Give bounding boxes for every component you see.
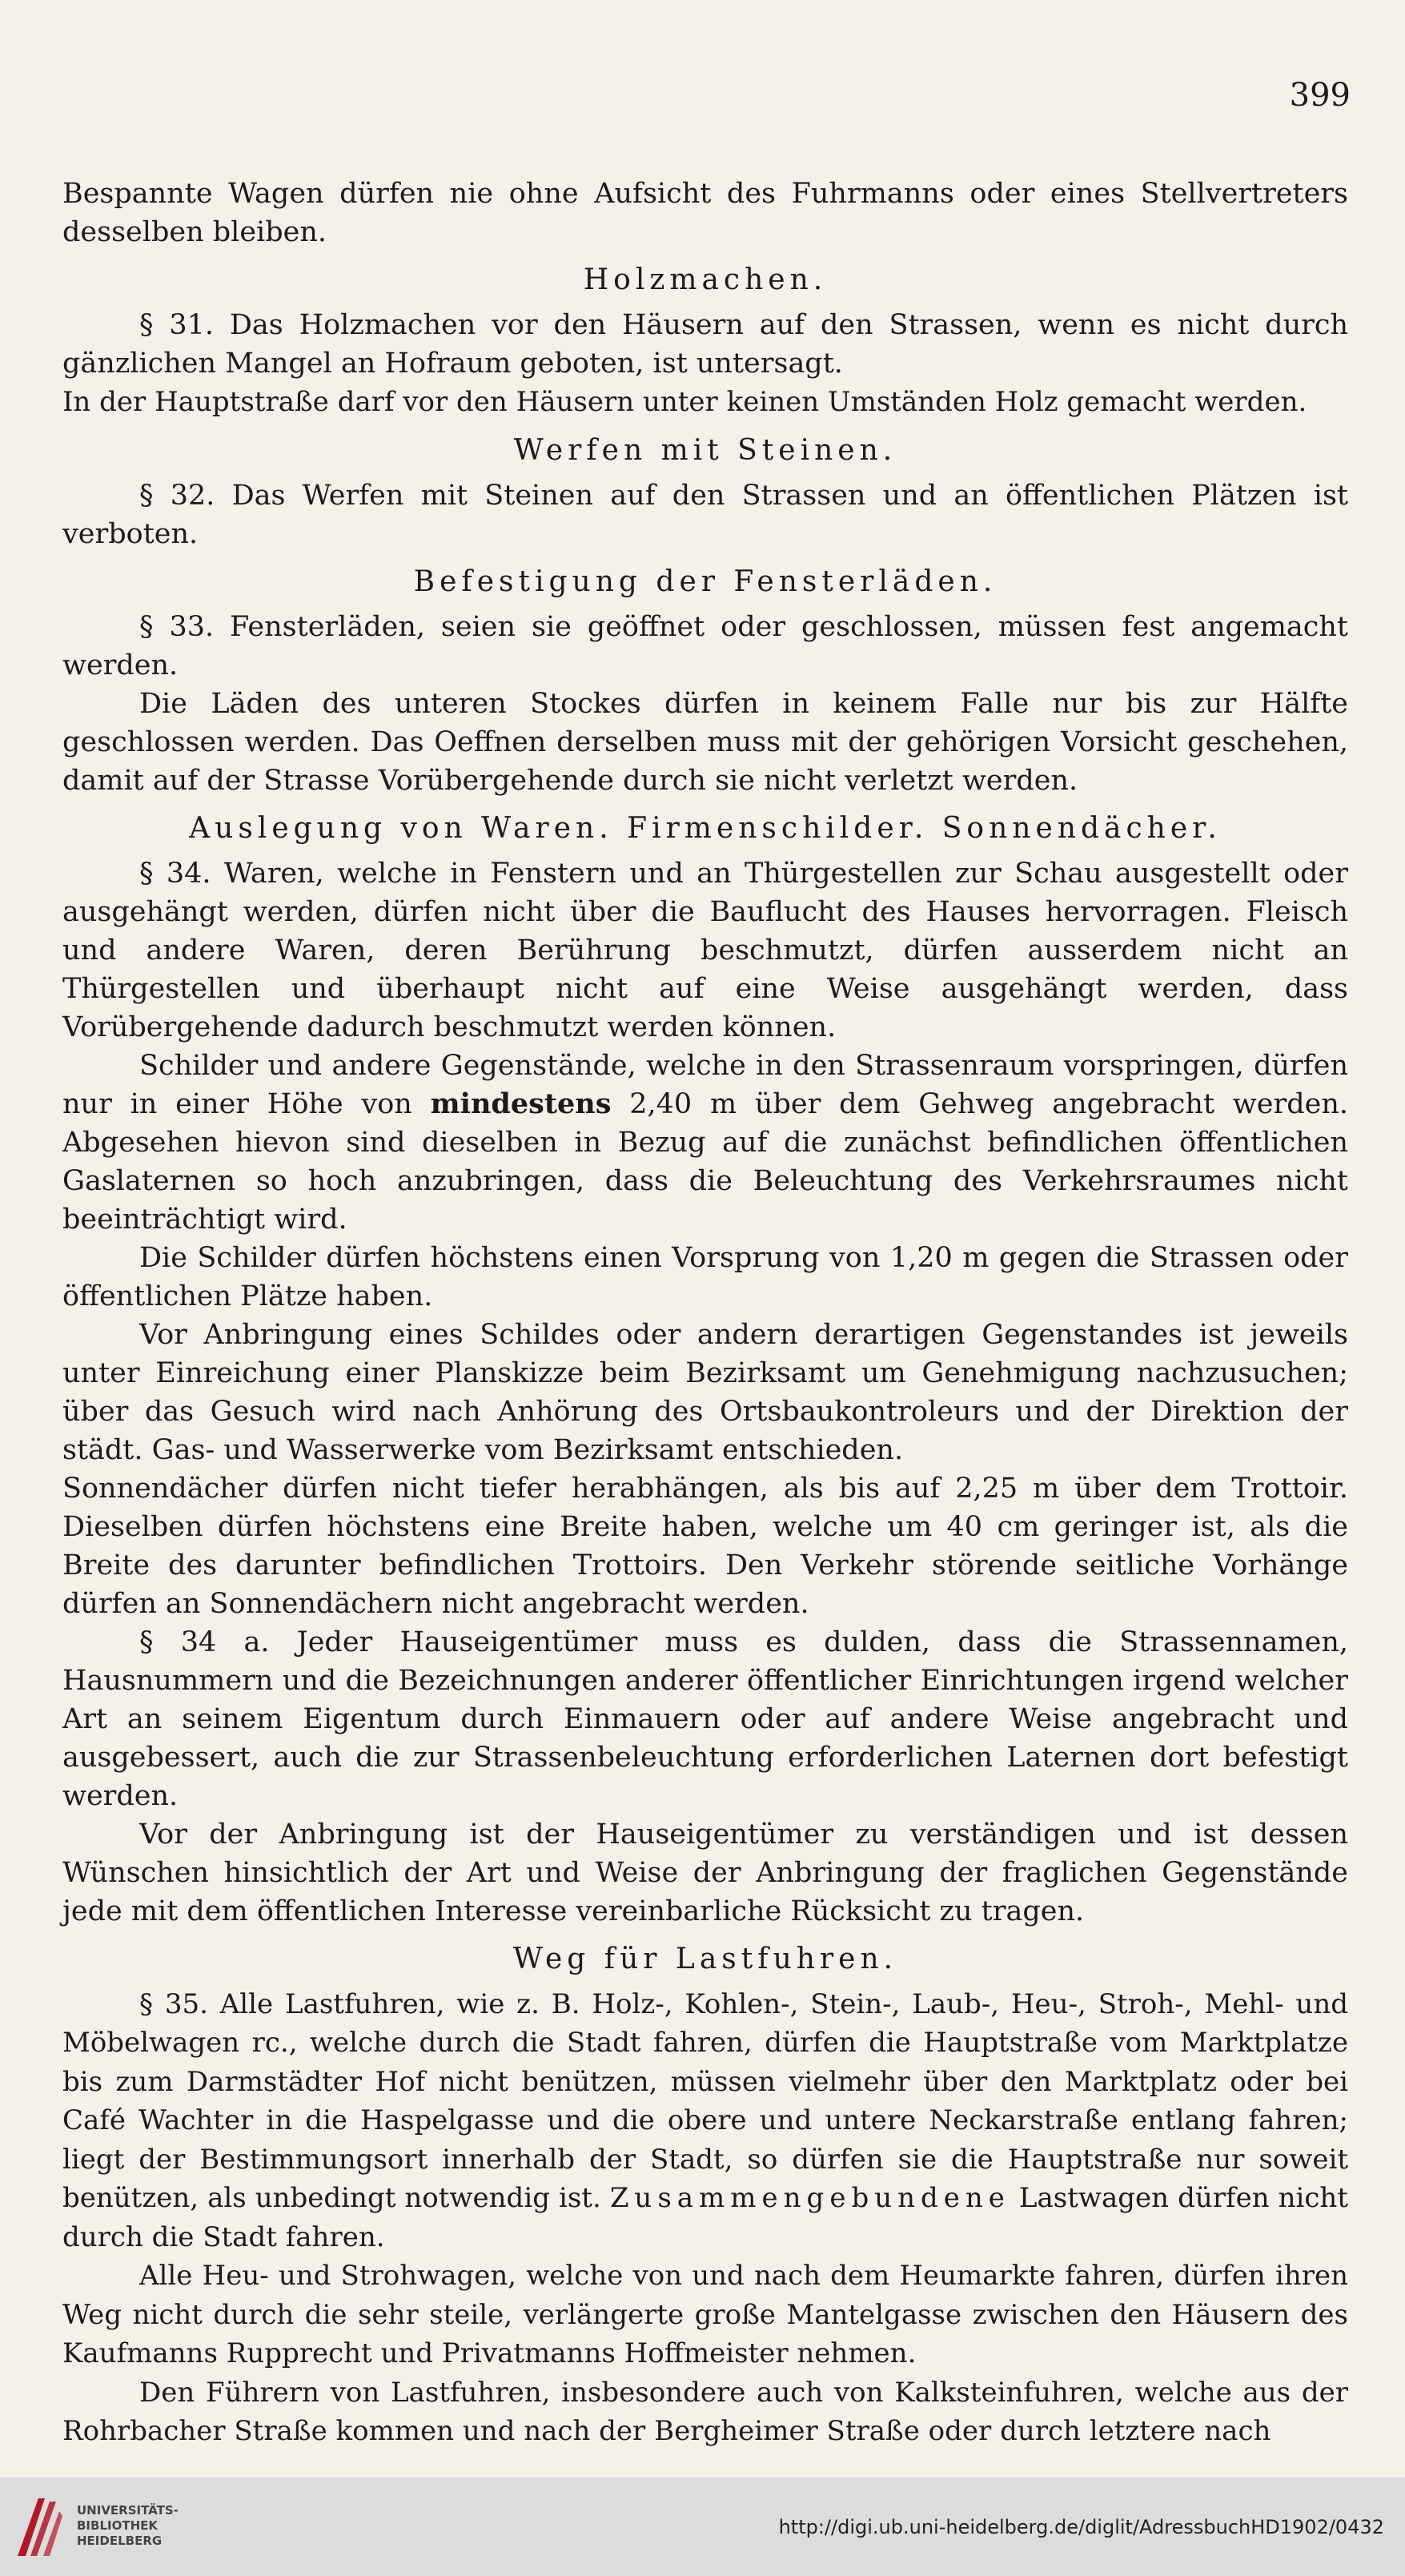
heading-auslegung: Auslegung von Waren. Firmenschilder. Sonnendächer. xyxy=(189,811,1222,845)
university-library-logo-icon xyxy=(14,2492,64,2561)
section-34-vorsprung: Die Schilder dürfen höchstens einen Vorsprung von 1,20 m gegen die Strassen oder öffentlichen Plätze haben. xyxy=(62,1241,1348,1312)
heading-lastfuhren: Weg für Lastfuhren. xyxy=(512,1942,898,1975)
heading-werfen: Werfen mit Steinen. xyxy=(513,433,897,467)
section-34: § 34. Waren, welche in Fenstern und an Thürgestellen zur Schau ausgestellt oder ausgehängt werden, dürfen nicht über die Bauflucht des Hauses hervorragen. Fleisch und andere Waren, deren Berührung beschmutzt, dürfen ausserdem nicht an Thürgestellen und überhaupt nicht auf eine Weise ausgehängt werden, dass Vorübergehende dadurch beschmutzt werden können. xyxy=(62,857,1348,1043)
section-34-schilder-post: 2,40 m über dem Gehweg angebracht werden. Abgesehen hievon sind dieselben in Bezug auf die zunächst befindlichen öffentlichen Gaslaternen so hoch anzubringen, dass die Beleuchtung des Verkehrsraumes nicht beeinträchtigt wird. xyxy=(62,1087,1348,1236)
heading-holzmachen: Holzmachen. xyxy=(583,263,828,296)
section-34a: § 34 a. Jeder Hauseigentümer muss es dulden, dass die Strassennamen, Hausnummern und die Bezeichnungen anderer öffentlicher Einrichtungen irgend welcher Art an seinem Eigentum durch Einmauern oder auf andere Weise angebracht und ausgebessert, auch die zur Strassenbeleuchtung erforderlichen Laternen dort befestigt werden. xyxy=(62,1626,1348,1812)
section-32: § 32. Das Werfen mit Steinen auf den Strassen und an öffentlichen Plätzen ist verboten. xyxy=(62,479,1348,550)
section-35-pre: § 35. Alle Lastfuhren, wie z. B. Holz-, Kohlen-, Stein-, Laub-, Heu-, Stroh-, Mehl- und Möbelwagen rc., welche durch die Stadt fahren, dürfen die Hauptstraße vom Marktplatze bis zum Darmstädter Hof nicht benützen, müssen vielmehr über den Marktplatz oder bei Café Wachter in die Haspelgasse und die obere und untere Neckarstraße entlang fahren; liegt der Bestimmungsort innerhalb der Stadt, so dürfen sie die Hauptstraße nur soweit benützen, als unbedingt notwendig ist. xyxy=(62,1987,1348,2214)
library-name-line-1: UNIVERSITÄTS- xyxy=(77,2503,179,2518)
section-35-heuwagen: Alle Heu- und Strohwagen, welche von und nach dem Heumarkte fahren, dürfen ihren Weg nicht durch die sehr steile, verlängerte große Mantelgasse zwischen den Häusern des Kaufmanns Rupprecht und Privatmanns Hoffmeister nehmen. xyxy=(62,2260,1348,2369)
section-34-genehmigung: Vor Anbringung eines Schildes oder andern derartigen Gegenstandes ist jeweils unter Einreichung einer Planskizze beim Bezirksamt um Genehmigung nachzusuchen; über das Gesuch wird nach Anhörung des Ortsbaukontroleurs und der Direktion der städt. Gas- und Wasserwerke vom Bezirksamt entschieden. xyxy=(62,1318,1348,1466)
emphasis-mindestens: mindestens xyxy=(430,1087,612,1120)
page-number: 399 xyxy=(1289,77,1351,114)
section-31: § 31. Das Holzmachen vor den Häusern auf den Strassen, wenn es nicht durch gänzlichen Mangel an Hofraum geboten, ist untersagt. xyxy=(62,309,1348,380)
section-33-detail: Die Läden des unteren Stockes dürfen in keinem Falle nur bis zur Hälfte geschlossen werden. Das Oeffnen derselben muss mit der gehörigen Vorsicht geschehen, damit auf der Strasse Vorübergehende durch sie nicht verletzt werden. xyxy=(62,687,1348,797)
section-34-sonnendaecher: Sonnendächer dürfen nicht tiefer herabhängen, als bis auf 2,25 m über dem Trottoir. Dieselben dürfen höchstens eine Breite haben, welche um 40 cm geringer ist, als die Breite des darunter befindlichen Trottoirs. Den Verkehr störende seitliche Vorhänge dürfen an Sonnendächern nicht angebracht werden. xyxy=(62,1472,1348,1620)
digitization-footer xyxy=(0,2478,1405,2576)
section-35 xyxy=(62,1985,1348,2257)
paragraph-intro: Bespannte Wagen dürfen nie ohne Aufsicht des Fuhrmanns oder eines Stellvertreters desselben bleiben. xyxy=(62,178,1348,248)
library-name xyxy=(77,2503,179,2549)
emphasis-zusammengebundene: Zusammengebundene xyxy=(609,2182,1010,2214)
permalink-url[interactable]: http://digi.ub.uni-heidelberg.de/diglit/AdressbuchHD1902/0432 xyxy=(778,2516,1384,2538)
section-34a-detail: Vor der Anbringung ist der Hauseigentümer zu verständigen und ist dessen Wünschen hinsichtlich der Art und Weise der Anbringung der fraglichen Gegenstände jede mit dem öffentlichen Interesse vereinbarliche Rücksicht zu tragen. xyxy=(62,1818,1348,1927)
section-33: § 33. Fensterläden, seien sie geöffnet oder geschlossen, müssen fest angemacht werden. xyxy=(62,610,1348,681)
heading-befestigung: Befestigung der Fensterläden. xyxy=(413,565,998,598)
document-body xyxy=(62,175,1348,2451)
library-name-line-2: BIBLIOTHEK xyxy=(77,2518,158,2533)
section-34-schilder xyxy=(62,1047,1348,1239)
section-31-note: In der Hauptstraße darf vor den Häusern unter keinen Umständen Holz gemacht werden. xyxy=(62,386,1307,418)
section-35-post: Lastwagen dürfen nicht durch die Stadt fahren. xyxy=(62,2182,1348,2253)
library-name-line-3: HEIDELBERG xyxy=(77,2534,163,2548)
section-35-fuehrer: Den Führern von Lastfuhren, insbesondere auch von Kalksteinfuhren, welche aus der Rohrbacher Straße kommen und nach der Bergheimer Straße oder durch letztere nach xyxy=(62,2376,1348,2447)
section-34-schilder-pre: Schilder und andere Gegenstände, welche in den Strassenraum vorspringen, dürfen nur in einer Höhe von xyxy=(62,1049,1348,1120)
